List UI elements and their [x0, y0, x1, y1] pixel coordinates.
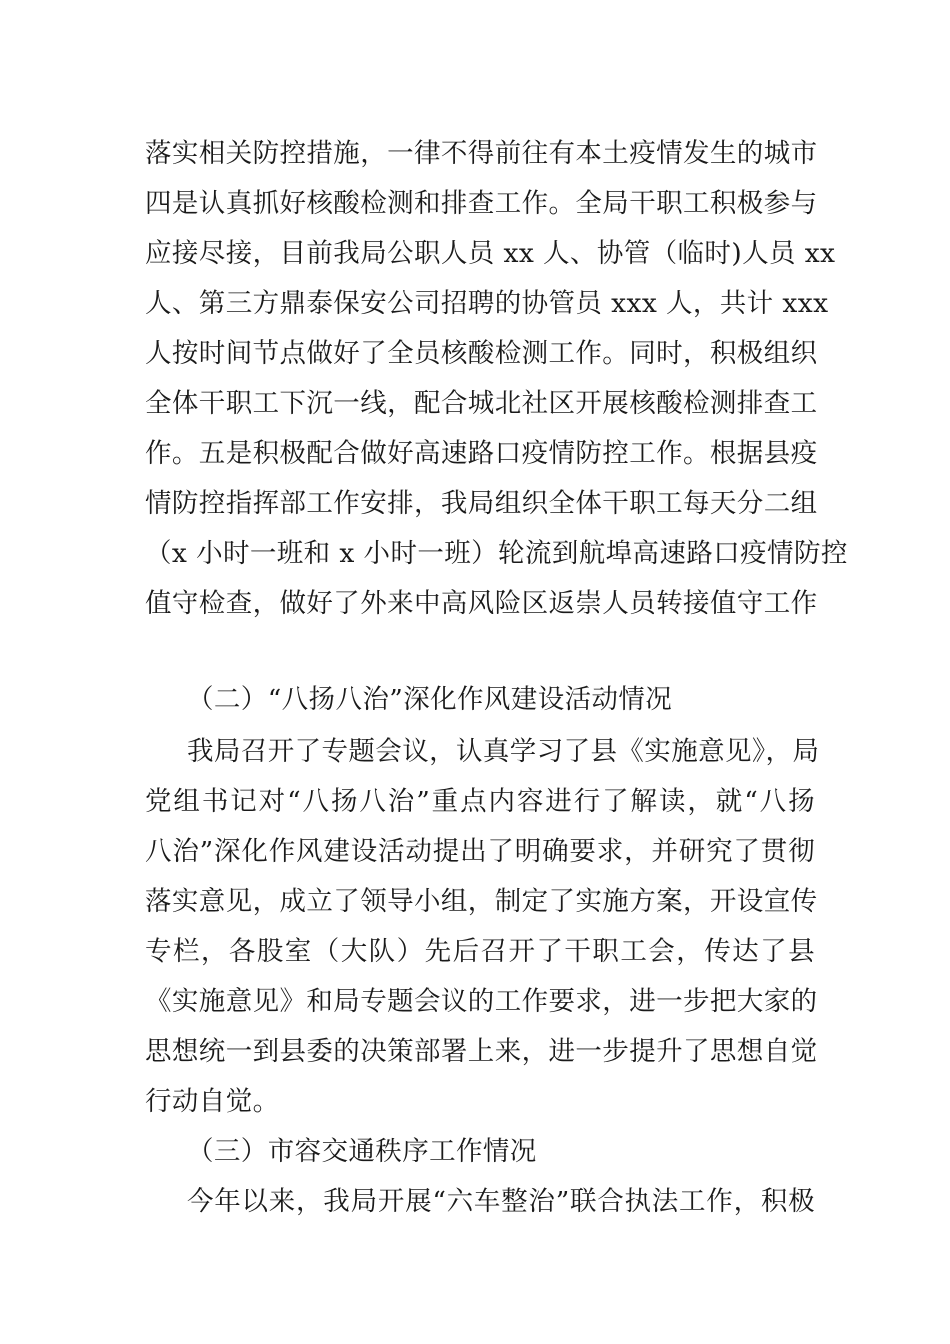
body-text-line: 落实意见，成立了领导小组，制定了实施方案，开设宣传 [145, 886, 818, 917]
body-text-line: 值守检查，做好了外来中高风险区返崇人员转接值守工作 [145, 588, 818, 619]
section-heading-3: （三）市容交通秩序工作情况 [187, 1136, 537, 1167]
body-text-line: 应接尽接，目前我局公职人员 xx 人、协管（临时)人员 xx [145, 238, 836, 269]
body-text-line: 《实施意见》和局专题会议的工作要求，进一步把大家的 [145, 986, 818, 1017]
body-text-line: （x 小时一班和 x 小时一班）轮流到航埠高速路口疫情防控 [145, 538, 848, 569]
body-text-line: 人按时间节点做好了全员核酸检测工作。同时，积极组织 [145, 338, 818, 369]
body-text-line: 全体干职工下沉一线，配合城北社区开展核酸检测排查工 [145, 388, 818, 419]
body-text-line: 专栏，各股室（大队）先后召开了干职工会，传达了县 [145, 936, 815, 967]
body-text-line: 四是认真抓好核酸检测和排查工作。全局干职工积极参与 [145, 188, 818, 219]
body-text-line: 思想统一到县委的决策部署上来，进一步提升了思想自觉 [145, 1036, 818, 1067]
body-text-line: 八治”深化作风建设活动提出了明确要求，并研究了贯彻 [145, 836, 815, 867]
body-text-line: 作。五是积极配合做好高速路口疫情防控工作。根据县疫 [145, 438, 818, 469]
body-text-line: 党组书记对“八扬八治”重点内容进行了解读，就“八扬 [145, 786, 815, 817]
body-text-line: 情防控指挥部工作安排，我局组织全体干职工每天分二组 [145, 488, 818, 519]
body-text-line: 落实相关防控措施，一律不得前往有本土疫情发生的城市 [145, 138, 818, 169]
body-text-line: 人、第三方鼎泰保安公司招聘的协管员 xxx 人，共计 xxx [145, 288, 829, 319]
body-text-line: 今年以来，我局开展“六车整治”联合执法工作，积极 [187, 1186, 815, 1217]
section-heading-2: （二）“八扬八治”深化作风建设活动情况 [187, 684, 673, 715]
body-text-line: 我局召开了专题会议，认真学习了县《实施意见》，局 [187, 736, 820, 767]
body-text-line: 行动自觉。 [145, 1086, 280, 1117]
